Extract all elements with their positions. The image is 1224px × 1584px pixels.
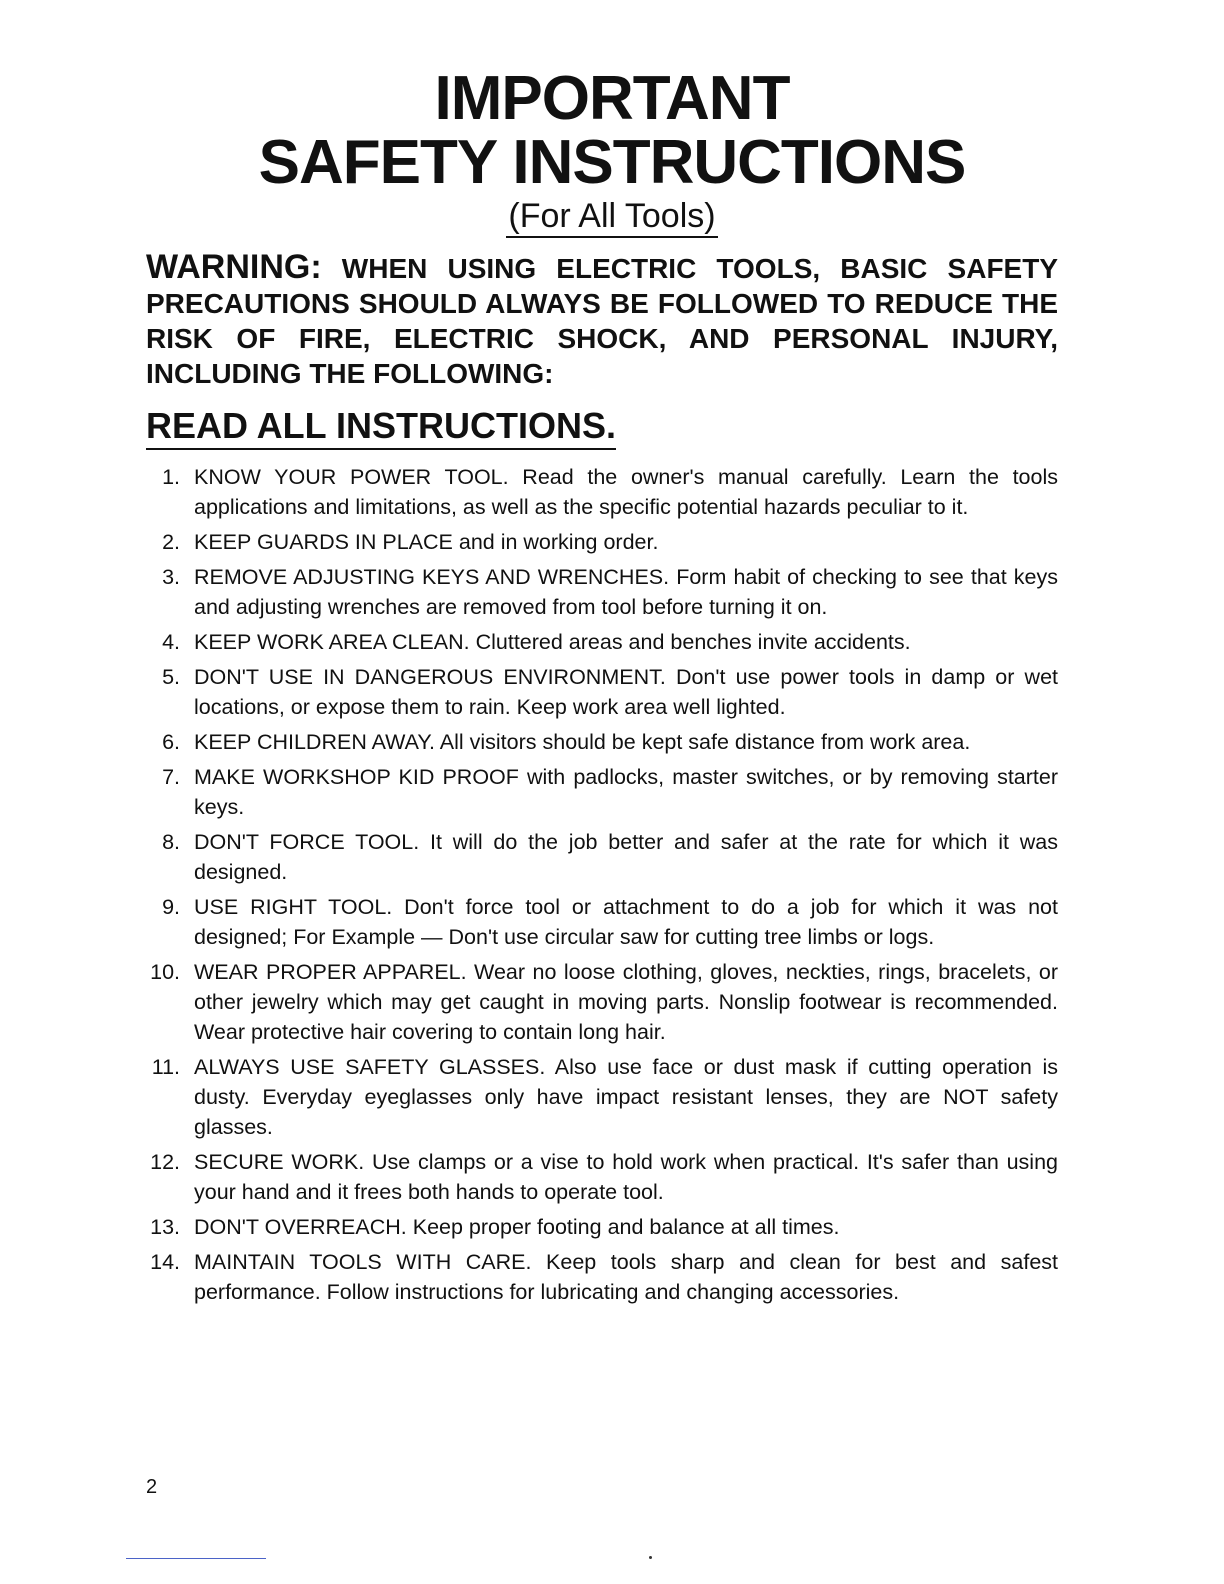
item-number: 2.	[162, 530, 180, 554]
item-number: 9.	[162, 895, 180, 919]
list-item	[146, 892, 1058, 952]
scan-speck	[649, 1556, 652, 1559]
page-number: 2	[146, 1476, 158, 1498]
item-number: 13.	[150, 1215, 180, 1239]
list-item	[146, 762, 1058, 822]
list-item	[146, 727, 1058, 757]
list-item	[146, 957, 1058, 1047]
item-text: KEEP WORK AREA CLEAN. Cluttered areas and benches invite accidents.	[194, 630, 911, 654]
list-item	[146, 462, 1058, 522]
item-text: KEEP GUARDS IN PLACE and in working order.	[194, 530, 659, 554]
list-item	[146, 1052, 1058, 1142]
item-text: WEAR PROPER APPAREL. Wear no loose clothing, gloves, neckties, rings, bracelets, or other jewelry which may get caught in moving parts. Nonslip footwear is recommended. Wear protective hair covering to contain long hair.	[194, 960, 1058, 1044]
item-text: DON'T FORCE TOOL. It will do the job better and safer at the rate for which it was designed.	[194, 830, 1058, 884]
item-text: SECURE WORK. Use clamps or a vise to hold work when practical. It's safer than using your hand and it frees both hands to operate tool.	[194, 1150, 1058, 1204]
warning-text: WHEN USING ELECTRIC TOOLS, BASIC SAFETY PRECAUTIONS SHOULD ALWAYS BE FOLLOWED TO REDUCE THE RISK OF FIRE, ELECTRIC SHOCK, AND PERSONAL INJURY, INCLUDING THE FOLLOWING:	[146, 253, 1058, 389]
item-text: ALWAYS USE SAFETY GLASSES. Also use face or dust mask if cutting operation is dusty. Everyday eyeglasses only have impact resistant lenses, they are NOT safety glasses.	[194, 1055, 1058, 1139]
list-item	[146, 827, 1058, 887]
item-text: USE RIGHT TOOL. Don't force tool or attachment to do a job for which it was not designed; For Example — Don't use circular saw for cutting tree limbs or logs.	[194, 895, 1058, 949]
item-number: 1.	[162, 465, 180, 489]
item-number: 10.	[150, 960, 180, 984]
list-item	[146, 527, 1058, 557]
read-all-instructions-heading: READ ALL INSTRUCTIONS.	[146, 404, 616, 450]
subtitle-container	[0, 196, 1224, 238]
warning-label: WARNING:	[146, 248, 322, 286]
list-item	[146, 662, 1058, 722]
item-number: 14.	[150, 1250, 180, 1274]
item-text: KNOW YOUR POWER TOOL. Read the owner's manual carefully. Learn the tools applications and limitations, as well as the specific potential hazards peculiar to it.	[194, 465, 1058, 519]
list-item	[146, 562, 1058, 622]
list-item	[146, 627, 1058, 657]
item-text: DON'T OVERREACH. Keep proper footing and balance at all times.	[194, 1215, 840, 1239]
list-item	[146, 1247, 1058, 1307]
title-important: IMPORTANT	[434, 64, 790, 133]
item-number: 11.	[151, 1055, 180, 1079]
item-number: 4.	[162, 630, 180, 654]
item-number: 12.	[150, 1150, 180, 1174]
item-text: MAINTAIN TOOLS WITH CARE. Keep tools sharp and clean for best and safest performance. Follow instructions for lubricating and changing accessories.	[194, 1250, 1058, 1304]
item-number: 6.	[162, 730, 180, 754]
list-item	[146, 1147, 1058, 1207]
item-text: MAKE WORKSHOP KID PROOF with padlocks, master switches, or by removing starter keys.	[194, 765, 1058, 819]
warning-paragraph	[146, 250, 1058, 391]
subtitle-for-all-tools: (For All Tools)	[506, 196, 717, 238]
list-item	[146, 1212, 1058, 1242]
item-text: DON'T USE IN DANGEROUS ENVIRONMENT. Don't use power tools in damp or wet locations, or expose them to rain. Keep work area well lighted.	[194, 665, 1058, 719]
item-number: 3.	[162, 565, 180, 589]
item-text: REMOVE ADJUSTING KEYS AND WRENCHES. Form habit of checking to see that keys and adjusting wrenches are removed from tool before turning it on.	[194, 565, 1058, 619]
title-safety-instructions: SAFETY INSTRUCTIONS	[258, 128, 966, 197]
item-number: 5.	[162, 665, 180, 689]
bottom-rule-divider	[126, 1558, 266, 1559]
item-number: 7.	[162, 765, 180, 789]
safety-instructions-list	[146, 462, 1058, 1312]
item-number: 8.	[162, 830, 180, 854]
item-text: KEEP CHILDREN AWAY. All visitors should be kept safe distance from work area.	[194, 730, 971, 754]
